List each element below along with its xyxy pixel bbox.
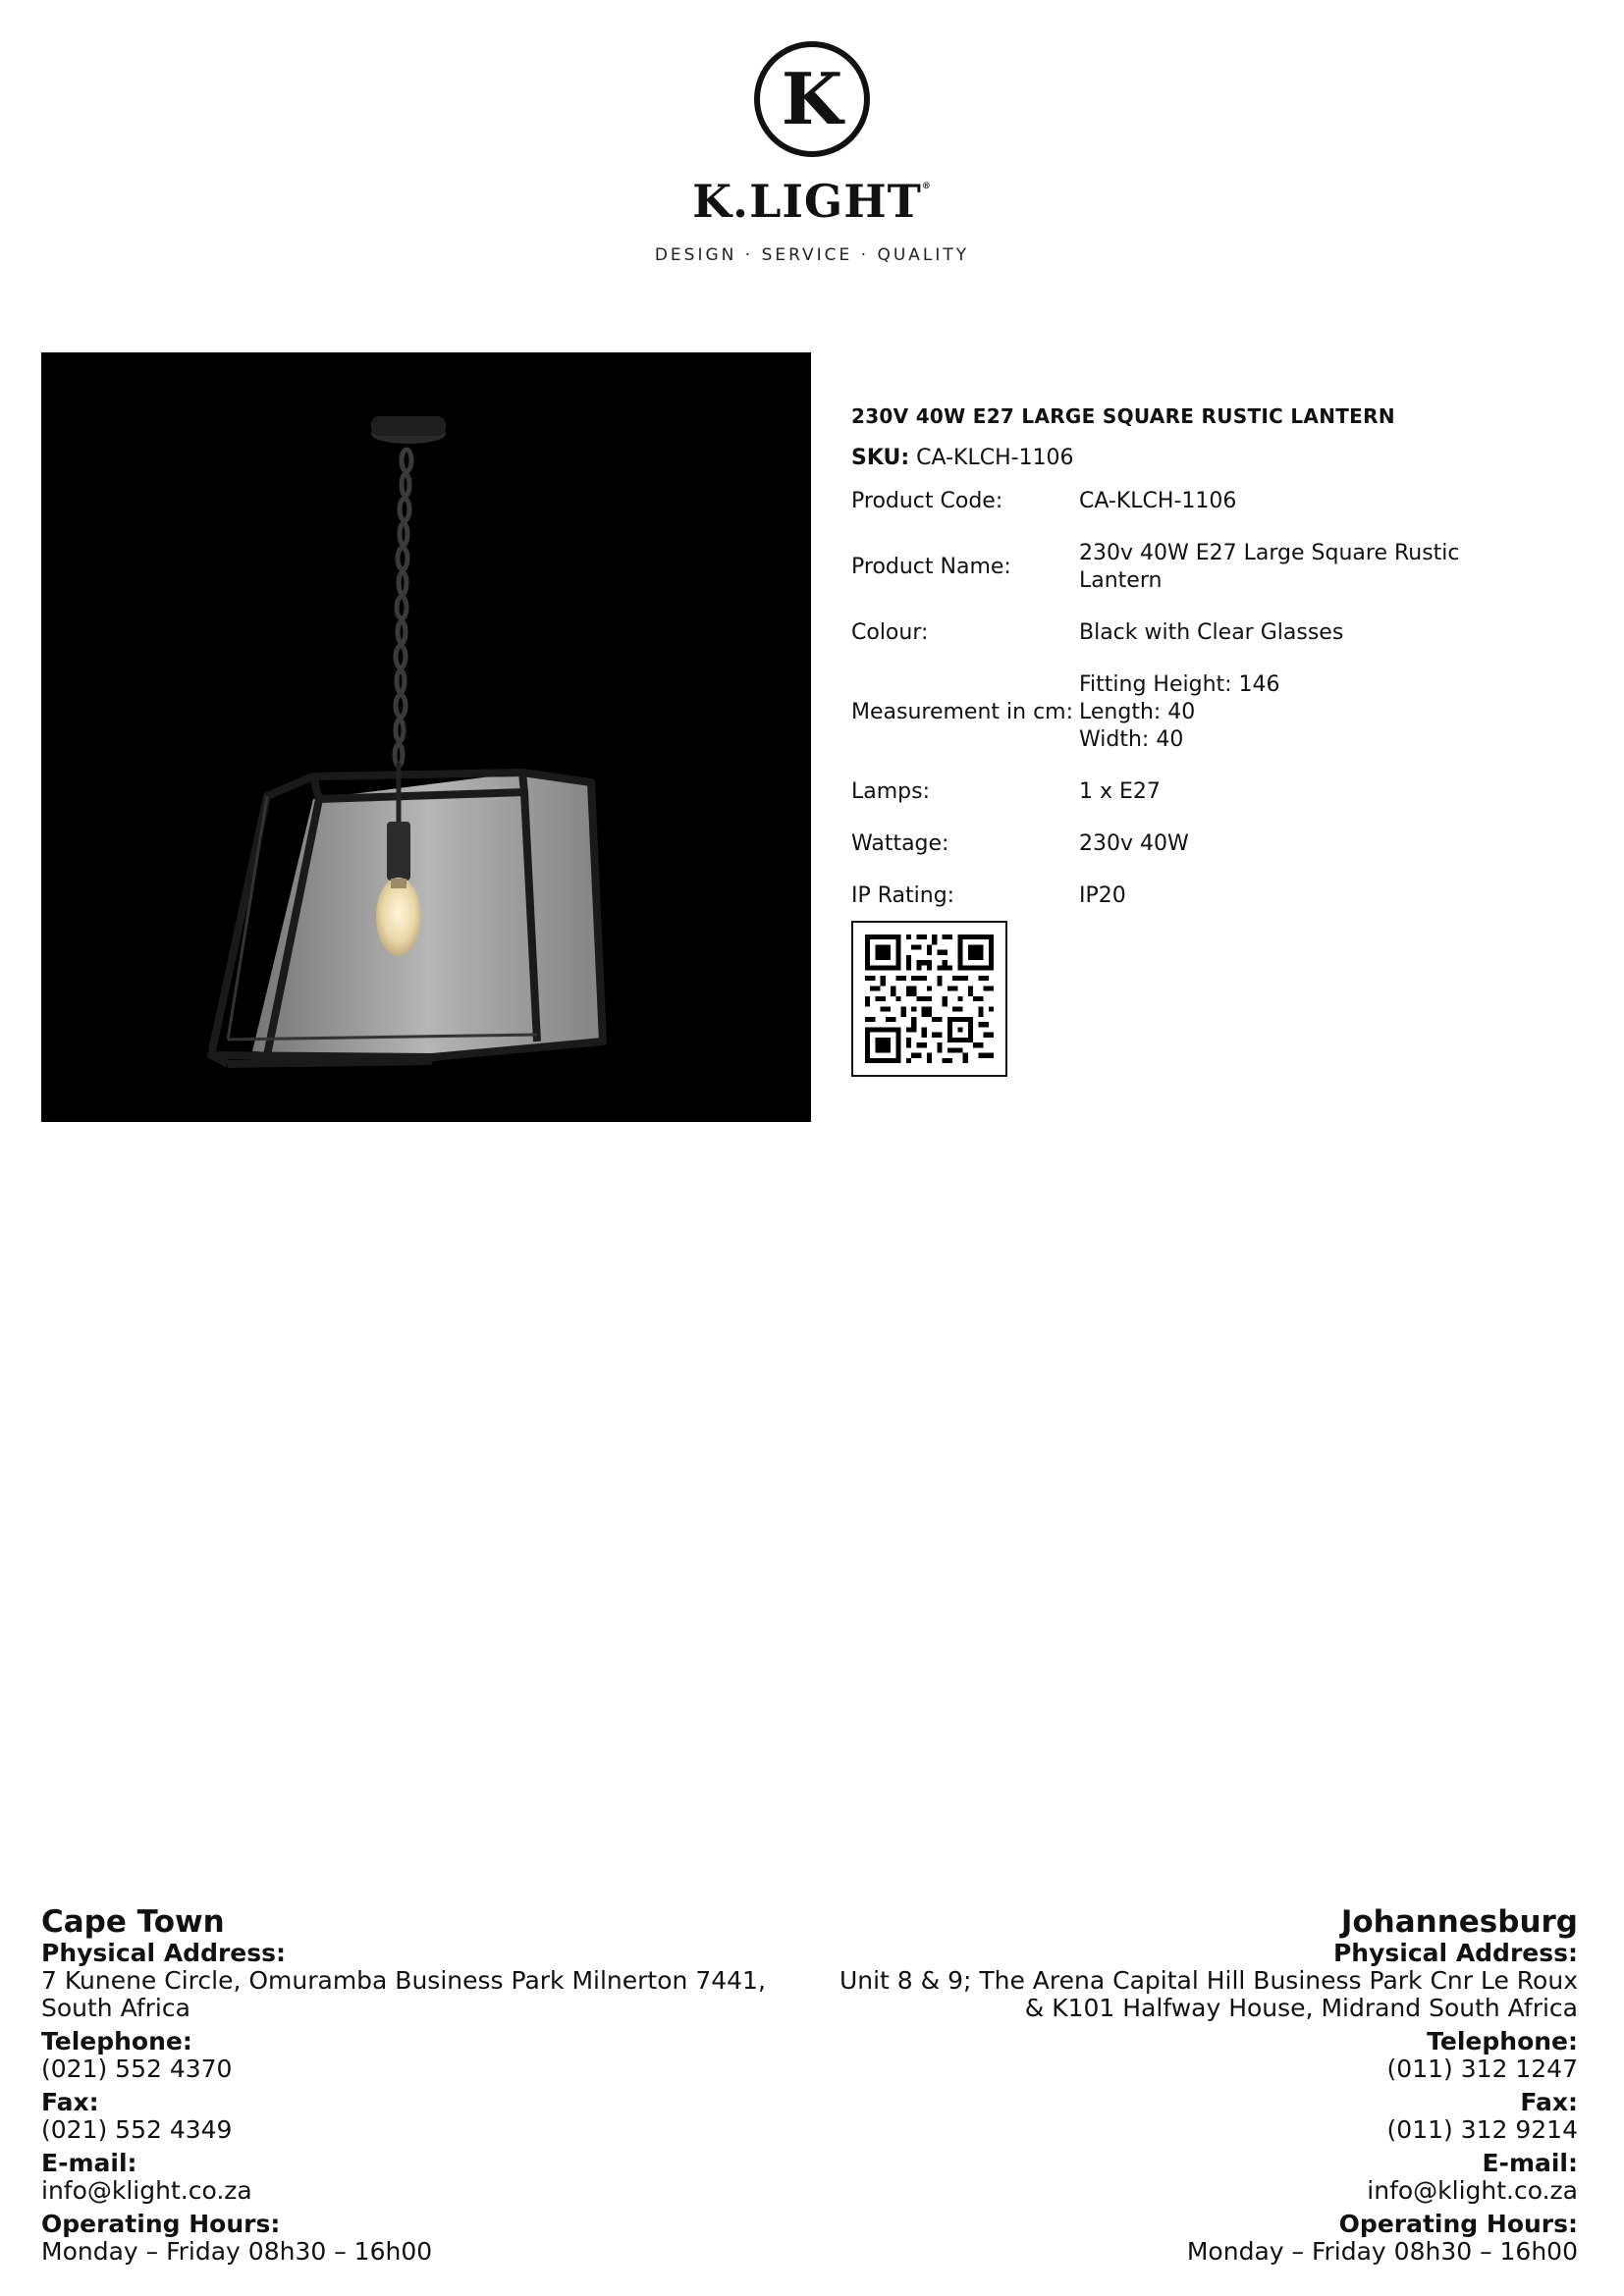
office-city: Johannesburg [1340, 1904, 1578, 1940]
telephone-value[interactable]: (021) 552 4370 [41, 2055, 233, 2083]
fax-value: (021) 552 4349 [41, 2115, 233, 2144]
email-label: E-mail: [1482, 2149, 1578, 2177]
spec-value: IP20 [1079, 883, 1126, 908]
sku-line [851, 446, 1597, 470]
spec-row [851, 619, 1531, 647]
office-city: Cape Town [41, 1904, 225, 1940]
office-johannesburg [792, 1904, 1578, 2266]
spec-value: 230v 40W [1079, 831, 1189, 856]
spec-row [851, 882, 1531, 910]
address-value: Unit 8 & 9; The Arena Capital Hill Business Park Cnr Le Roux & K101 Halfway House, Midrand South Africa [839, 1966, 1578, 2022]
hours-label: Operating Hours: [1338, 2210, 1578, 2238]
spec-table [851, 488, 1531, 910]
qr-code[interactable] [851, 921, 1007, 1077]
fax-value: (011) 312 9214 [1386, 2115, 1578, 2144]
spec-value: Black with Clear Glasses [1079, 620, 1344, 645]
email-label: E-mail: [41, 2149, 137, 2177]
spec-row [851, 488, 1531, 515]
lantern-illustration [41, 352, 811, 1122]
spec-row [851, 671, 1531, 754]
address-label: Physical Address: [1332, 1939, 1578, 1967]
spec-label: Lamps: [851, 779, 931, 804]
hours-label: Operating Hours: [41, 2210, 281, 2238]
fax-label: Fax: [41, 2088, 99, 2116]
spec-label: Measurement in cm: [851, 700, 1074, 724]
spec-label: IP Rating: [851, 883, 955, 908]
spec-value: CA-KLCH-1106 [1079, 489, 1237, 513]
hours-value: Monday – Friday 08h30 – 16h00 [1186, 2237, 1578, 2266]
spec-value: 230v 40W E27 Large Square Rustic Lantern [1079, 541, 1460, 593]
spec-row [851, 540, 1531, 595]
product-image [41, 352, 811, 1122]
spec-label: Product Code: [851, 489, 1003, 513]
qr-code-icon [865, 934, 994, 1063]
sku-value: CA-KLCH-1106 [916, 446, 1074, 470]
svg-text:K: K [781, 57, 843, 140]
telephone-label: Telephone: [1427, 2027, 1578, 2056]
k-circle-logo-icon [752, 39, 872, 159]
sku-label: SKU: [851, 446, 910, 470]
email-link[interactable]: info@klight.co.za [41, 2176, 252, 2205]
brand-name: K.LIGHT® [692, 175, 932, 228]
fax-label: Fax: [1520, 2088, 1578, 2116]
spec-row [851, 778, 1531, 806]
address-label: Physical Address: [41, 1939, 287, 1967]
spec-label: Product Name: [851, 555, 1011, 579]
office-cape-town [41, 1904, 827, 2266]
spec-row [851, 830, 1531, 858]
spec-label: Colour: [851, 620, 929, 645]
email-link[interactable]: info@klight.co.za [1367, 2176, 1578, 2205]
product-specs [851, 404, 1597, 910]
telephone-value[interactable]: (011) 312 1247 [1386, 2055, 1578, 2083]
address-value: 7 Kunene Circle, Omuramba Business Park Milnerton 7441, South Africa [41, 1966, 766, 2022]
product-title: 230V 40W E27 LARGE SQUARE RUSTIC LANTERN [851, 404, 1395, 428]
spec-label: Wattage: [851, 831, 949, 856]
brand-tagline: DESIGN · SERVICE · QUALITY [654, 245, 970, 265]
spec-value: 1 x E27 [1079, 779, 1161, 804]
spec-value: Fitting Height: 146 Length: 40 Width: 40 [1079, 672, 1280, 752]
brand-logo [0, 39, 1624, 265]
hours-value: Monday – Friday 08h30 – 16h00 [41, 2237, 433, 2266]
telephone-label: Telephone: [41, 2027, 192, 2056]
